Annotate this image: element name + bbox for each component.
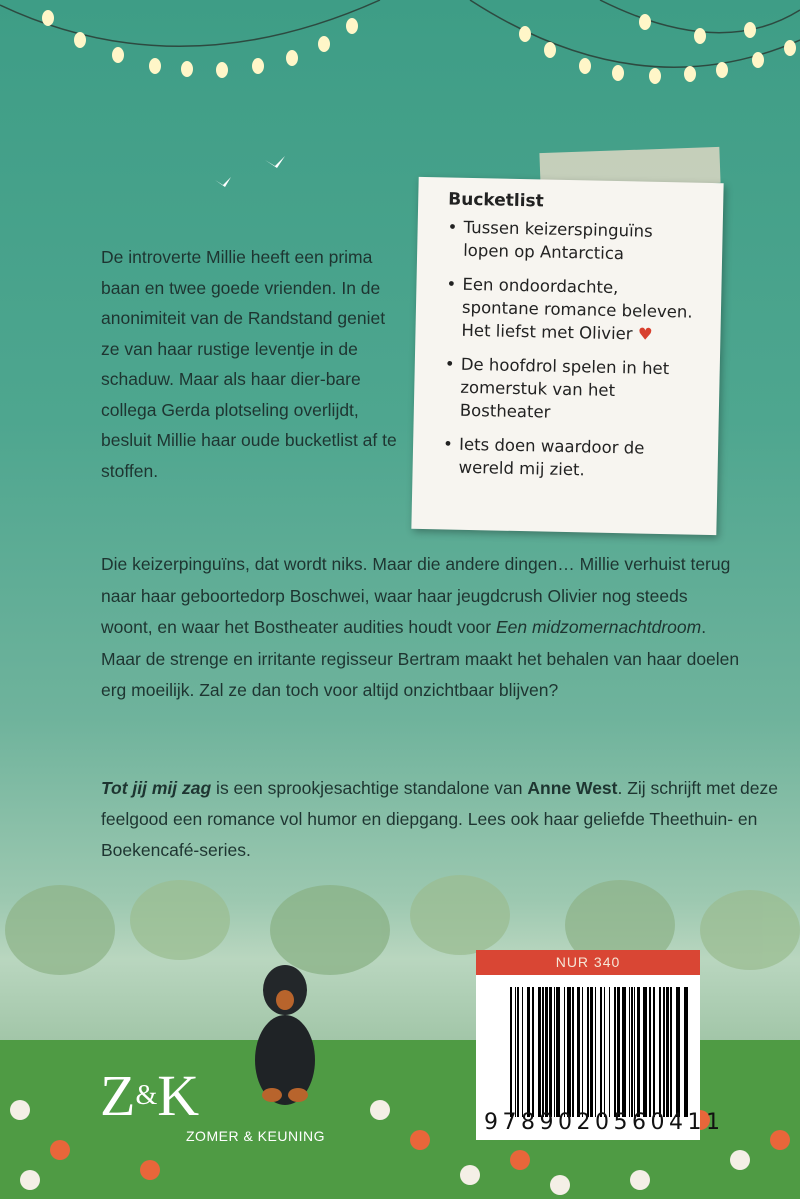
light-bulb (519, 26, 531, 42)
barcode-bar (684, 987, 688, 1117)
barcode-bar (659, 987, 661, 1117)
barcode-bar (631, 987, 633, 1117)
barcode-bar (590, 987, 593, 1117)
barcode-bar (666, 987, 669, 1117)
barcode-bar (572, 987, 574, 1117)
barcode-bar (649, 987, 651, 1117)
barcode-bar (634, 987, 635, 1117)
barcode-bar (567, 987, 571, 1117)
light-bulbs (42, 10, 796, 84)
bird-icon (215, 156, 285, 187)
light-bulb (149, 58, 161, 74)
barcode-bar (538, 987, 541, 1117)
barcode-bar (542, 987, 544, 1117)
light-bulb (752, 52, 764, 68)
light-bulb (639, 14, 651, 30)
light-bulb (346, 18, 358, 34)
barcode-bar (670, 987, 672, 1117)
isbn-number: 9789020560411 (484, 1110, 725, 1135)
barcode-bar (595, 987, 596, 1117)
barcode-bar (609, 987, 610, 1117)
barcode-bar (582, 987, 583, 1117)
barcode-bar (510, 987, 512, 1117)
barcode-bar (517, 987, 519, 1117)
flower (10, 1100, 30, 1120)
light-bulb (579, 58, 591, 74)
list-item: • Tussen keizerspinguïns lopen op Antarctica (447, 215, 695, 266)
heart-icon: ♥ (637, 324, 653, 344)
light-bulb (784, 40, 796, 56)
barcode-bar (614, 987, 616, 1117)
flower (140, 1160, 160, 1180)
publisher-logo: Z&K (100, 1063, 200, 1128)
list-item: • Een ondoordachte, spontane romance beleven. Het liefst met Olivier ♥ (445, 272, 693, 346)
light-bulb (252, 58, 264, 74)
light-bulb (694, 28, 706, 44)
publisher-name: ZOMER & KEUNING (186, 1128, 325, 1144)
nur-code: NUR 340 (476, 950, 700, 975)
barcode-bar (643, 987, 647, 1117)
light-bulb (544, 42, 556, 58)
barcode-bar (545, 987, 548, 1117)
note-title: Bucketlist (448, 189, 544, 212)
list-item: • Iets doen waardoor de wereld mij ziet. (442, 432, 690, 483)
flower (550, 1175, 570, 1195)
barcode-bar (676, 987, 680, 1117)
dog-illustration (255, 965, 315, 1105)
barcode-bar (622, 987, 626, 1117)
barcode-box (476, 950, 725, 1140)
barcode-bar (554, 987, 555, 1117)
light-bulb (318, 36, 330, 52)
blurb-paragraph-1: De introverte Millie heeft een prima baan en twee goede vrienden. In de anonimiteit van de Randstand geniet ze van haar rustige leventje in de schaduw. Maar als haar dier-bare collega Gerda plotseling overlijdt, besluit Millie haar oude bucketlist af te stoffen. (101, 247, 397, 481)
flower (730, 1150, 750, 1170)
barcode-bar (532, 987, 534, 1117)
light-bulb (286, 50, 298, 66)
list-item: • De hoofdrol spelen in het zomerstuk van het Bostheater (444, 352, 692, 426)
barcode-bar (653, 987, 655, 1117)
barcode-bar (637, 987, 640, 1117)
light-bulb (612, 65, 624, 81)
barcode-bar (600, 987, 602, 1117)
flower (630, 1170, 650, 1190)
light-bulb (181, 61, 193, 77)
light-bulb (744, 22, 756, 38)
barcode-bar (587, 987, 589, 1117)
flower (770, 1130, 790, 1150)
barcode (510, 987, 690, 1117)
flower (20, 1170, 40, 1190)
light-bulb (216, 62, 228, 78)
light-bulb (74, 32, 86, 48)
bucketlist-note (411, 177, 723, 535)
light-bulb (42, 10, 54, 26)
light-bulb (649, 68, 661, 84)
light-bulb (716, 62, 728, 78)
barcode-bar (549, 987, 552, 1117)
flower (50, 1140, 70, 1160)
light-bulb (684, 66, 696, 82)
flower (410, 1130, 430, 1150)
barcode-bar (515, 987, 516, 1117)
barcode-bar (522, 987, 523, 1117)
blurb-paragraph-2: Die keizerpinguïns, dat wordt niks. Maar die andere dingen… Millie verhuist terug naar haar geboortedorp Boschwei, waar haar jeugdcrush Olivier nog steeds woont, en waar het Bostheater audities houdt voor Een midzomernachtdroom. Maar de strenge en irritante regisseur Bertram maakt het behalen van haar doelen erg moeilijk. Zal ze dan toch voor altijd onzichtbaar blijven? (101, 554, 740, 700)
flower (510, 1150, 530, 1170)
flower (460, 1165, 480, 1185)
barcode-bar (604, 987, 605, 1117)
barcode-bar (556, 987, 560, 1117)
flower (370, 1100, 390, 1120)
barcode-bar (564, 987, 565, 1117)
barcode-bar (629, 987, 630, 1117)
barcode-bar (617, 987, 620, 1117)
blurb-paragraph-3: Tot jij mij zag is een sprookjesachtige standalone van Anne West. Zij schrijft met deze feelgood een romance vol humor en diepgang. Lees ook haar geliefde Theethuin- en Boekencafé-series. (101, 778, 778, 860)
barcode-bar (577, 987, 580, 1117)
barcode-bar (663, 987, 665, 1117)
barcode-bar (527, 987, 530, 1117)
light-bulb (112, 47, 124, 63)
